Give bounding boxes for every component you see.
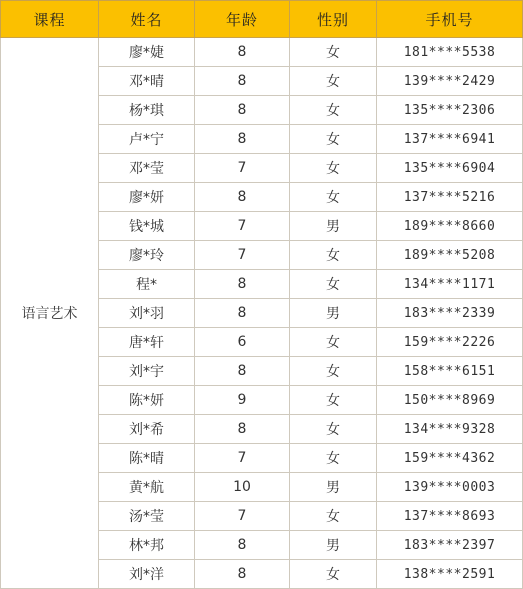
student-gender-cell: 女	[290, 328, 377, 357]
student-gender-cell: 女	[290, 38, 377, 67]
student-age-cell: 8	[195, 560, 290, 589]
student-name-cell: 刘*宇	[99, 357, 195, 386]
student-phone-cell: 137****5216	[377, 183, 523, 212]
student-age-cell: 8	[195, 67, 290, 96]
student-age-cell: 6	[195, 328, 290, 357]
student-phone-cell: 189****5208	[377, 241, 523, 270]
student-name-cell: 刘*羽	[99, 299, 195, 328]
student-name-cell: 卢*宁	[99, 125, 195, 154]
student-name-cell: 程*	[99, 270, 195, 299]
student-age-cell: 8	[195, 270, 290, 299]
student-age-cell: 8	[195, 96, 290, 125]
student-phone-cell: 137****8693	[377, 502, 523, 531]
student-phone-cell: 159****2226	[377, 328, 523, 357]
student-age-cell: 8	[195, 299, 290, 328]
column-header-gender: 性别	[290, 1, 377, 38]
student-name-cell: 廖*玲	[99, 241, 195, 270]
student-phone-cell: 183****2397	[377, 531, 523, 560]
student-phone-cell: 135****2306	[377, 96, 523, 125]
student-phone-cell: 189****8660	[377, 212, 523, 241]
student-age-cell: 7	[195, 154, 290, 183]
student-gender-cell: 女	[290, 502, 377, 531]
student-name-cell: 邓*晴	[99, 67, 195, 96]
student-phone-cell: 150****8969	[377, 386, 523, 415]
student-phone-cell: 158****6151	[377, 357, 523, 386]
student-age-cell: 8	[195, 531, 290, 560]
student-phone-cell: 137****6941	[377, 125, 523, 154]
student-phone-cell: 138****2591	[377, 560, 523, 589]
student-name-cell: 廖*婕	[99, 38, 195, 67]
student-gender-cell: 女	[290, 154, 377, 183]
student-gender-cell: 男	[290, 531, 377, 560]
student-gender-cell: 女	[290, 241, 377, 270]
student-phone-cell: 134****1171	[377, 270, 523, 299]
student-name-cell: 廖*妍	[99, 183, 195, 212]
student-age-cell: 10	[195, 473, 290, 502]
student-name-cell: 邓*莹	[99, 154, 195, 183]
student-age-cell: 8	[195, 125, 290, 154]
student-phone-cell: 183****2339	[377, 299, 523, 328]
student-name-cell: 钱*城	[99, 212, 195, 241]
student-age-cell: 8	[195, 415, 290, 444]
student-gender-cell: 女	[290, 415, 377, 444]
student-name-cell: 杨*琪	[99, 96, 195, 125]
student-phone-cell: 134****9328	[377, 415, 523, 444]
student-age-cell: 9	[195, 386, 290, 415]
student-name-cell: 陈*妍	[99, 386, 195, 415]
table-row	[1, 38, 523, 67]
student-name-cell: 汤*莹	[99, 502, 195, 531]
student-age-cell: 7	[195, 241, 290, 270]
student-age-cell: 8	[195, 357, 290, 386]
course-name-cell: 语言艺术	[1, 38, 99, 589]
header-row	[1, 1, 523, 38]
roster-body	[1, 38, 523, 589]
column-header-course: 课程	[1, 1, 99, 38]
student-name-cell: 刘*希	[99, 415, 195, 444]
student-age-cell: 7	[195, 444, 290, 473]
student-name-cell: 林*邦	[99, 531, 195, 560]
student-gender-cell: 女	[290, 270, 377, 299]
student-gender-cell: 女	[290, 96, 377, 125]
student-gender-cell: 女	[290, 444, 377, 473]
student-gender-cell: 男	[290, 299, 377, 328]
column-header-age: 年龄	[195, 1, 290, 38]
student-gender-cell: 男	[290, 473, 377, 502]
student-phone-cell: 139****2429	[377, 67, 523, 96]
column-header-phone: 手机号	[377, 1, 523, 38]
student-phone-cell: 135****6904	[377, 154, 523, 183]
student-gender-cell: 女	[290, 67, 377, 96]
student-name-cell: 刘*洋	[99, 560, 195, 589]
student-gender-cell: 女	[290, 183, 377, 212]
student-age-cell: 7	[195, 212, 290, 241]
student-gender-cell: 女	[290, 357, 377, 386]
column-header-name: 姓名	[99, 1, 195, 38]
student-name-cell: 陈*晴	[99, 444, 195, 473]
student-gender-cell: 男	[290, 212, 377, 241]
student-age-cell: 8	[195, 183, 290, 212]
student-phone-cell: 181****5538	[377, 38, 523, 67]
student-gender-cell: 女	[290, 560, 377, 589]
student-name-cell: 唐*轩	[99, 328, 195, 357]
student-phone-cell: 139****0003	[377, 473, 523, 502]
student-name-cell: 黄*航	[99, 473, 195, 502]
student-phone-cell: 159****4362	[377, 444, 523, 473]
student-age-cell: 7	[195, 502, 290, 531]
student-gender-cell: 女	[290, 386, 377, 415]
student-gender-cell: 女	[290, 125, 377, 154]
student-age-cell: 8	[195, 38, 290, 67]
